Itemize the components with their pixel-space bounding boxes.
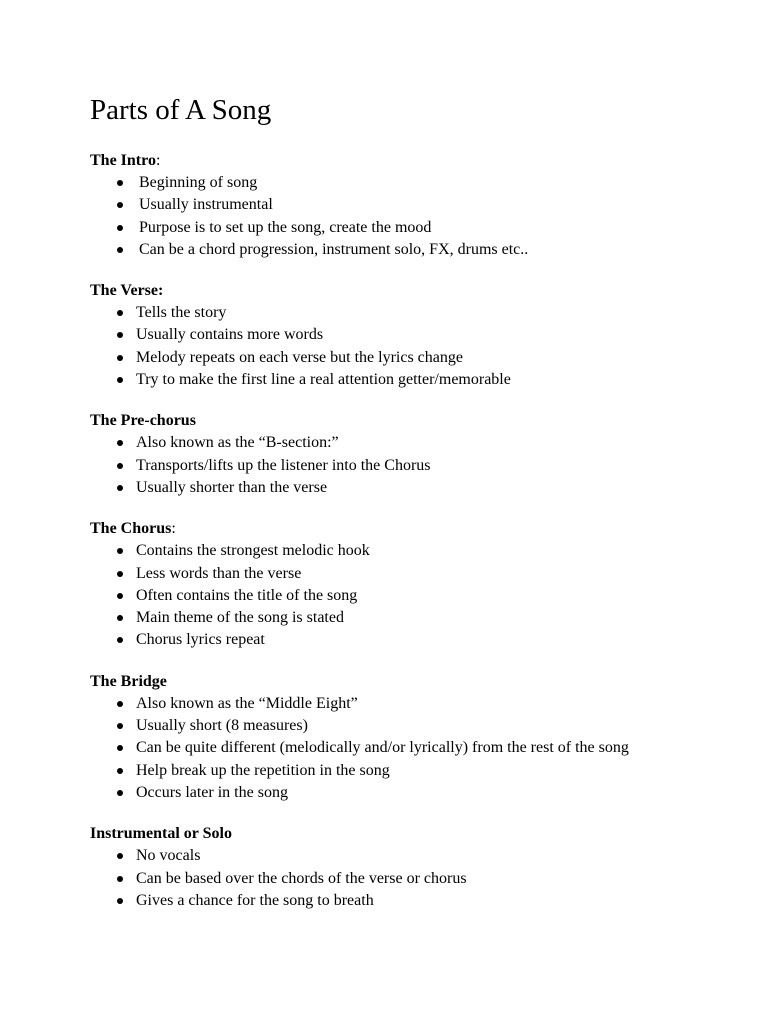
list-item: Usually contains more words <box>90 324 710 346</box>
list-item: Try to make the first line a real attention getter/memorable <box>90 369 710 391</box>
bullet-list <box>90 693 710 804</box>
section-heading <box>90 280 710 302</box>
list-item: Transports/lifts up the listener into the Chorus <box>90 455 710 477</box>
section-heading-text: The Pre-chorus <box>90 412 196 430</box>
list-item: Usually short (8 measures) <box>90 715 710 737</box>
document-page <box>90 92 710 931</box>
list-item: Also known as the “Middle Eight” <box>90 693 710 715</box>
list-item: Also known as the “B-section:” <box>90 432 710 454</box>
list-item: Often contains the title of the song <box>90 585 710 607</box>
section-verse <box>90 280 710 391</box>
section-heading <box>90 410 710 432</box>
list-item: Purpose is to set up the song, create the mood <box>90 217 710 239</box>
list-item: Can be a chord progression, instrument solo, FX, drums etc.. <box>90 239 710 261</box>
list-item: Beginning of song <box>90 172 710 194</box>
section-heading-text: The Chorus <box>90 520 172 538</box>
section-heading-suffix: : <box>155 152 161 169</box>
list-item: Gives a chance for the song to breath <box>90 890 710 912</box>
list-item: Usually shorter than the verse <box>90 477 710 499</box>
section-heading-text: Instrumental or Solo <box>90 825 232 843</box>
section-intro <box>90 150 710 261</box>
bullet-list <box>90 540 710 651</box>
list-item: Can be quite different (melodically and/or lyrically) from the rest of the song <box>90 737 710 759</box>
bullet-list <box>90 302 710 391</box>
bullet-list <box>90 845 710 912</box>
section-instrumental <box>90 823 710 912</box>
list-item: Contains the strongest melodic hook <box>90 540 710 562</box>
section-heading-text: The Bridge <box>90 672 167 690</box>
section-chorus <box>90 518 710 651</box>
list-item: Main theme of the song is stated <box>90 607 710 629</box>
list-item: Less words than the verse <box>90 563 710 585</box>
section-bridge <box>90 671 710 804</box>
section-heading <box>90 150 710 172</box>
bullet-list <box>90 172 710 261</box>
section-heading-suffix: : <box>171 520 176 538</box>
list-item: Tells the story <box>90 302 710 324</box>
list-item: Melody repeats on each verse but the lyrics change <box>90 347 710 369</box>
document-title: Parts of A Song <box>90 94 272 126</box>
section-pre-chorus <box>90 410 710 499</box>
section-heading-text: The Verse: <box>90 282 164 300</box>
list-item: Chorus lyrics repeat <box>90 629 710 651</box>
list-item: Occurs later in the song <box>90 782 710 804</box>
section-heading-text: The Intro <box>90 152 156 169</box>
section-heading <box>90 671 710 693</box>
section-heading <box>90 823 710 845</box>
list-item: Help break up the repetition in the song <box>90 760 710 782</box>
list-item: No vocals <box>90 845 710 867</box>
list-item: Can be based over the chords of the verse or chorus <box>90 868 710 890</box>
list-item: Usually instrumental <box>90 194 710 216</box>
bullet-list <box>90 432 710 499</box>
section-heading <box>90 518 710 540</box>
